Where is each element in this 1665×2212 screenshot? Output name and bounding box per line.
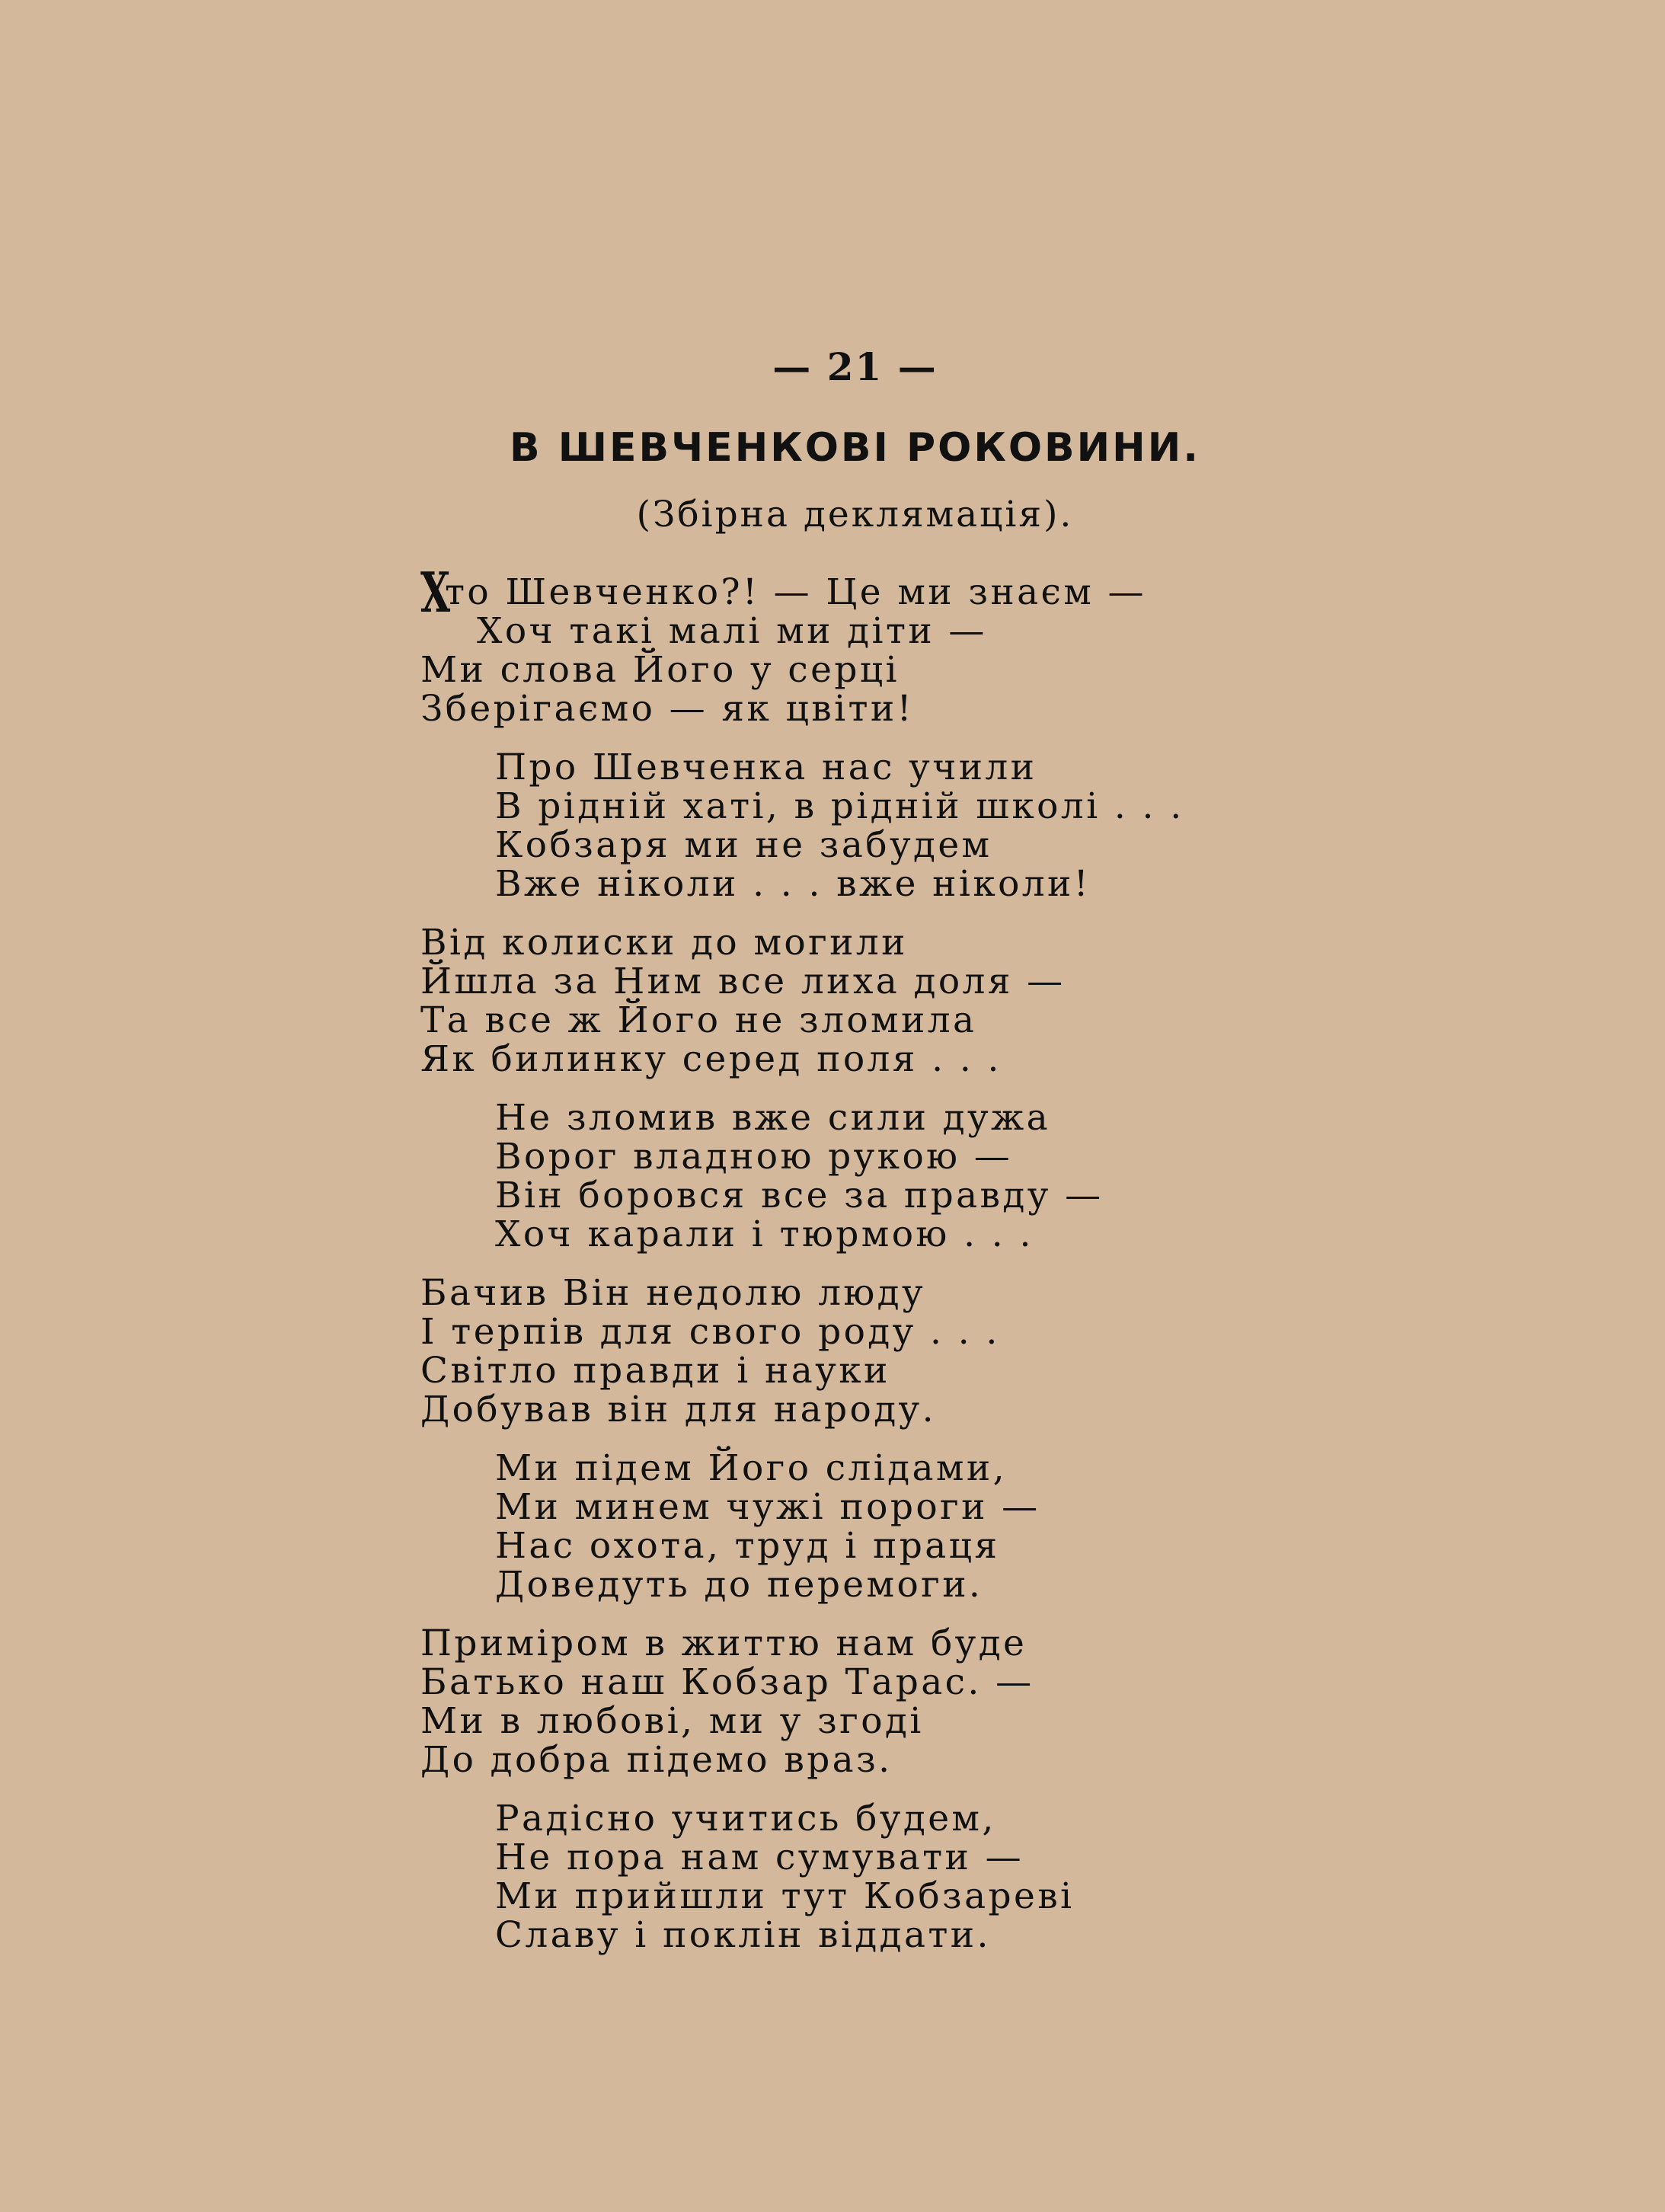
poem-subtitle: (Збірна деклямація). (636, 494, 1074, 535)
poem-line: Хоч карали і тюрмою . . . (495, 1213, 1034, 1255)
poem-line: В рідній хаті, в рідній школі . . . (495, 785, 1184, 827)
poem-line: Ми минем чужі пороги — (495, 1486, 1040, 1528)
poem-line: Вже ніколи . . . вже ніколи! (495, 863, 1091, 905)
poem-title: В ШЕВЧЕНКОВІ РОКОВИНИ. (510, 425, 1200, 471)
stanza (420, 1799, 1654, 1955)
poem-line: Хоч такі малі ми діти — (477, 610, 987, 652)
stanza (420, 1098, 1654, 1254)
poem-line-text: то Шевченко?! — Це ми знаєм — (445, 571, 1146, 613)
poem-line: Кобзаря ми не забудем (495, 824, 992, 866)
drop-cap: Х (420, 560, 452, 625)
stanza (420, 1274, 1654, 1429)
stanza (420, 560, 1654, 730)
poem-line: Ми прийшли тут Кобзареві (495, 1875, 1075, 1917)
poem-line: Ворог владною рукою — (495, 1136, 1013, 1178)
poem-line: Доведуть до перемоги. (495, 1564, 983, 1606)
poem-line: Батько наш Кобзар Тарас. — (420, 1661, 1034, 1703)
poem-line: Зберігаємо — як цвіти! (420, 688, 914, 730)
poem-line: До добра підемо враз. (420, 1739, 893, 1781)
poem-line: І терпів для свого роду . . . (420, 1311, 1000, 1353)
poem-line: Славу і поклін віддати. (495, 1914, 991, 1956)
poem-line: Радісно учитись будем, (495, 1798, 996, 1840)
poem-body (420, 560, 1654, 1974)
poem-line (420, 560, 1654, 625)
page-number: — 21 — (772, 344, 938, 389)
stanza (420, 748, 1654, 903)
poem-line: Не зломив вже сили дужа (495, 1097, 1051, 1139)
poem-line: Ми підем Його слідами, (495, 1447, 1007, 1489)
poem-line: Ми в любові, ми у згоді (420, 1700, 924, 1742)
poem-line: Добував він для народу. (420, 1389, 936, 1430)
poem-line: Нас охота, труд і праця (495, 1525, 1000, 1567)
poem-line: Про Шевченка нас учили (495, 746, 1037, 788)
poem-line: Як билинку серед поля . . . (420, 1038, 1002, 1080)
poem-line: Приміром в життю нам буде (420, 1622, 1027, 1664)
poem-line: Він боровся все за правду — (495, 1175, 1104, 1216)
poem-line: Від колиски до могили (420, 922, 908, 964)
poem-line: Ми слова Його у серці (420, 649, 900, 691)
poem-line: Йшла за Ним все лиха доля — (420, 961, 1066, 1002)
stanza (420, 1624, 1654, 1779)
stanza (420, 923, 1654, 1079)
poem-line: Бачив Він недолю люду (420, 1272, 926, 1314)
stanza (420, 1449, 1654, 1604)
poem-line: Світло правди і науки (420, 1350, 890, 1392)
poem-line: Та все ж Його не зломила (420, 999, 977, 1041)
poem-line: Не пора нам сумувати — (495, 1836, 1024, 1878)
